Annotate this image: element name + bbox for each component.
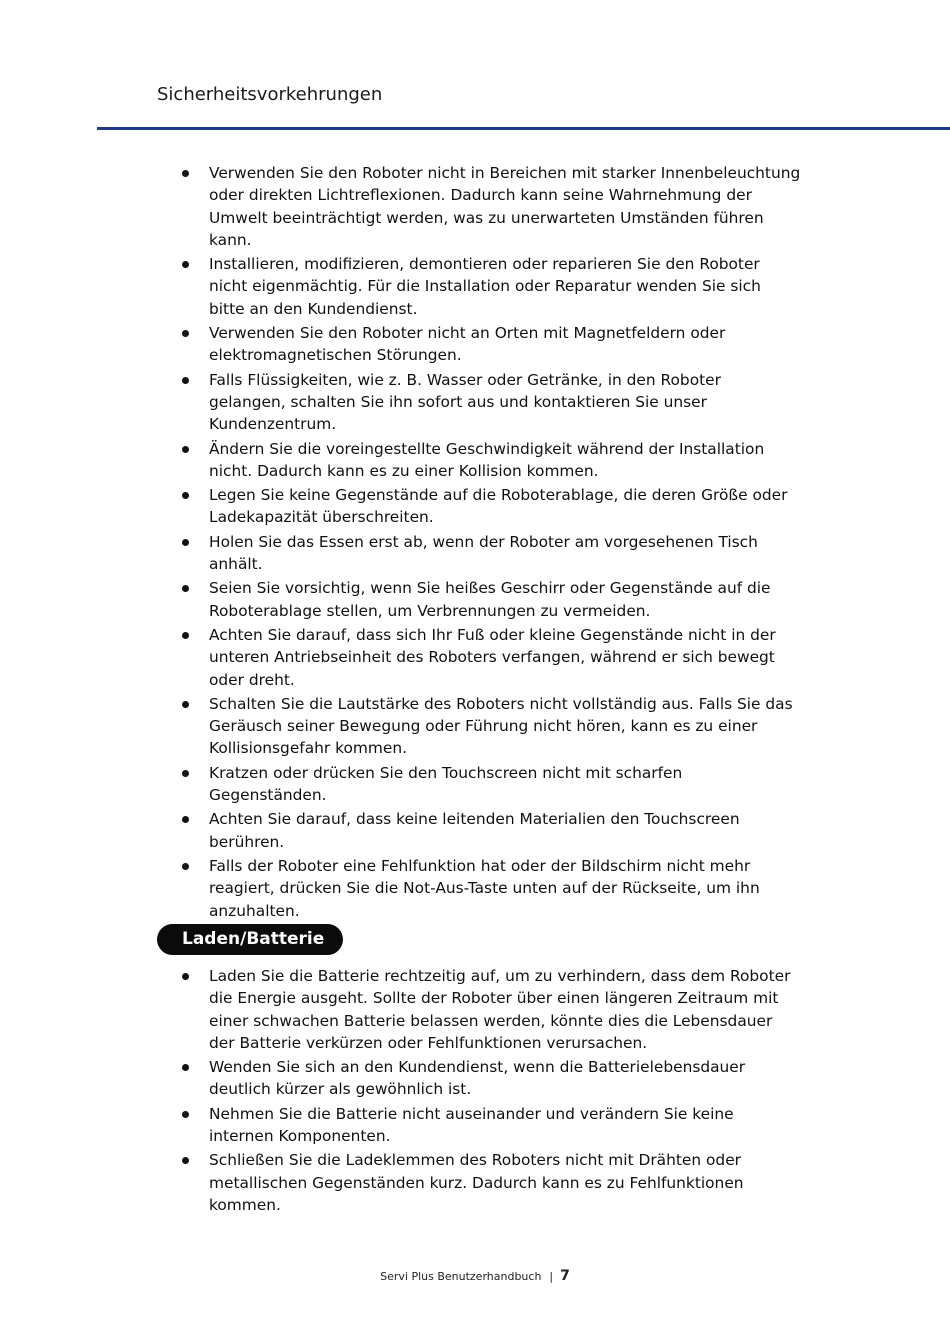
bullet-icon — [182, 261, 189, 268]
list-item-text: Kratzen oder drücken Sie den Touchscreen nicht mit scharfen Gegenständen. — [209, 763, 683, 805]
bullet-icon — [182, 1111, 189, 1118]
header-divider — [97, 127, 950, 130]
list-item — [0, 253, 801, 320]
bullet-icon — [182, 446, 189, 453]
list-item — [0, 762, 801, 807]
list-item-text: Achten Sie darauf, dass keine leitenden Materialien den Touchscreen berühren. — [209, 810, 740, 851]
list-item-text: Falls der Roboter eine Fehlfunktion hat oder der Bildschirm nicht mehr reagiert, drücken Sie die Not-Aus-Taste unten auf der Rückseite, um ihn anzuhalten. — [209, 856, 760, 920]
list-item-text: Wenden Sie sich an den Kundendienst, wenn die Batterielebensdauer deutlich kürzer als gewöhnlich ist. — [209, 1058, 746, 1099]
list-item-text: Holen Sie das Essen erst ab, wenn der Roboter am vorgesehenen Tisch anhält. — [209, 532, 758, 574]
list-item — [0, 855, 801, 922]
page-header-title: Sicherheitsvorkehrungen — [157, 84, 383, 105]
list-item-text: Schalten Sie die Lautstärke des Roboters nicht vollständig aus. Falls Sie das Geräusch seiner Bewegung oder Führung nicht hören, kann es zu einer Kollisionsgefahr kommen. — [209, 694, 793, 758]
list-item-text: Installieren, modifizieren, demontieren oder reparieren Sie den Roboter nicht eigenmächtig. Für die Installation oder Reparatur wenden Sie sich bitte an den Kundendienst. — [209, 255, 761, 318]
list-item-text: Ändern Sie die voreingestellte Geschwindigkeit während der Installation nicht. Dadurch kann es zu einer Kollision kommen. — [209, 439, 765, 480]
bullet-icon — [182, 170, 189, 177]
list-item — [0, 162, 801, 251]
bullet-icon — [182, 1064, 189, 1071]
list-item — [0, 531, 801, 576]
list-item-text: Achten Sie darauf, dass sich Ihr Fuß oder kleine Gegenstände nicht in der unteren Antriebseinheit des Roboters verfangen, während er sich bewegt oder dreht. — [209, 625, 776, 689]
list-item — [0, 438, 801, 483]
list-item — [0, 1149, 801, 1216]
bullet-icon — [182, 701, 189, 708]
list-item — [0, 624, 801, 691]
page-number: 7 — [560, 1268, 570, 1284]
footer-separator: | — [549, 1270, 554, 1283]
page-footer — [0, 1266, 950, 1287]
list-item — [0, 577, 801, 622]
list-item-text: Verwenden Sie den Roboter nicht in Bereichen mit starker Innenbeleuchtung oder direkten Lichtreflexionen. Dadurch kann seine Wahrnehmung der Umwelt beeinträchtigt werden, was zu unerwarteten Umständen führen kann. — [209, 164, 801, 249]
list-item-text: Schließen Sie die Ladeklemmen des Roboters nicht mit Drähten oder metallischen Gegenständen kurz. Dadurch kann es zu Fehlfunktionen kommen. — [209, 1151, 744, 1214]
list-item-text: Legen Sie keine Gegenstände auf die Roboterablage, die deren Größe oder Ladekapazität überschreiten. — [209, 486, 788, 527]
bullet-icon — [182, 1157, 189, 1164]
list-item-text: Seien Sie vorsichtig, wenn Sie heißes Geschirr oder Gegenstände auf die Roboterablage stellen, um Verbrennungen zu vermeiden. — [209, 579, 771, 620]
list-item — [0, 1103, 801, 1148]
bullet-icon — [182, 492, 189, 499]
list-item — [0, 322, 801, 367]
safety-list — [0, 162, 950, 924]
bullet-icon — [182, 632, 189, 639]
list-item — [0, 965, 801, 1054]
section-heading-laden-batterie: Laden/Batterie — [157, 924, 343, 955]
list-item — [0, 484, 801, 529]
bullet-icon — [182, 816, 189, 823]
list-item-text: Falls Flüssigkeiten, wie z. B. Wasser oder Getränke, in den Roboter gelangen, schalten Sie ihn sofort aus und kontaktieren Sie unser Kundenzentrum. — [209, 370, 721, 434]
battery-list — [0, 965, 950, 1218]
list-item — [0, 369, 801, 436]
footer-manual-name: Servi Plus Benutzerhandbuch — [380, 1270, 542, 1283]
bullet-icon — [182, 539, 189, 546]
bullet-icon — [182, 330, 189, 337]
bullet-icon — [182, 973, 189, 980]
list-item-text: Laden Sie die Batterie rechtzeitig auf, um zu verhindern, dass dem Roboter die Energie ausgeht. Sollte der Roboter über einen längeren Zeitraum mit einer schwachen Batterie belassen werden, könnte dies die Lebensdauer der Batterie verkürzen oder Fehlfunktionen verursachen. — [209, 967, 791, 1052]
bullet-icon — [182, 377, 189, 384]
bullet-icon — [182, 863, 189, 870]
list-item — [0, 693, 801, 760]
bullet-icon — [182, 585, 189, 592]
list-item — [0, 1056, 801, 1101]
bullet-icon — [182, 770, 189, 777]
list-item-text: Nehmen Sie die Batterie nicht auseinander und verändern Sie keine internen Komponenten. — [209, 1104, 734, 1146]
list-item — [0, 808, 801, 853]
list-item-text: Verwenden Sie den Roboter nicht an Orten mit Magnetfeldern oder elektromagnetischen Störungen. — [209, 324, 726, 365]
